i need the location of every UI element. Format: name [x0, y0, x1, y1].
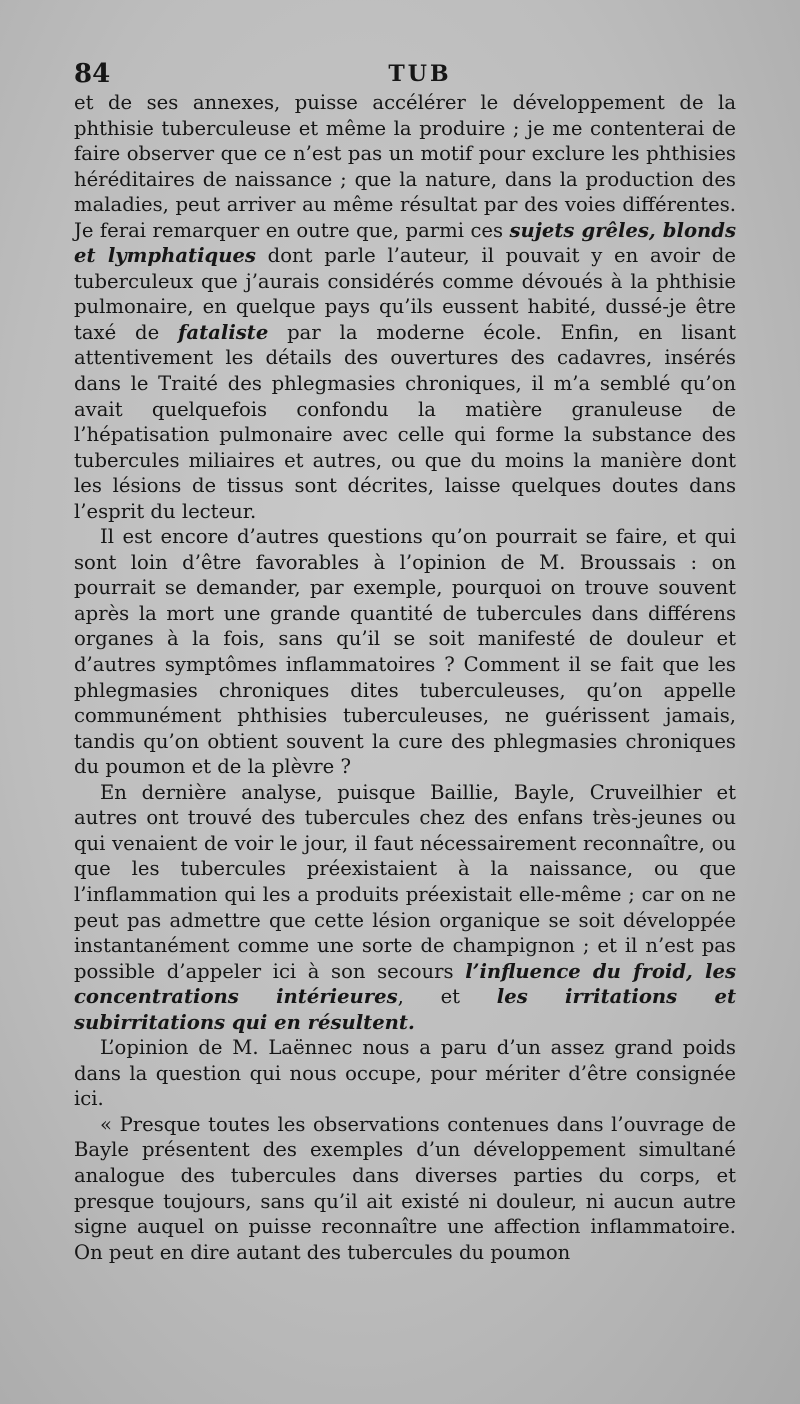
- text-run: , et: [397, 985, 497, 1009]
- text-run: L’opinion de M. Laënnec nous a paru d’un assez grand poids dans la question qui nous occupe, pour mériter d’être consignée ici.: [74, 1036, 736, 1111]
- paragraph-1: [74, 90, 736, 524]
- italic-phrase: les irritations et subirritations qui en résultent.: [74, 985, 736, 1034]
- running-head: TUB: [388, 61, 452, 87]
- page-header: [74, 58, 736, 90]
- paragraph-3: [74, 780, 736, 1035]
- book-page: [74, 58, 736, 1265]
- italic-phrase: fataliste: [178, 320, 269, 344]
- text-run: et de ses annexes, puisse accélérer le développement de la phthisie tuberculeuse et même la produire ; je me contenterai de faire observer que ce n’est pas un motif pour exclure les phthisies héréditaires de naissance ; que la nature, dans la production des maladies, peut arriver au même résultat par des voies différentes. Je ferai remarquer en outre que, parmi ces: [74, 91, 736, 242]
- text-run: En dernière analyse, puisque Baillie, Bayle, Cruveilhier et autres ont trouvé des tubercules chez des enfans très-jeunes ou qui venaient de voir le jour, il faut nécessairement reconnaître, ou que les tubercules préexistaient à la naissance, ou que l’inflammation qui les a produits préexistait elle-même ; car on ne peut pas admettre que cette lésion organique se soit développée instantanément comme une sorte de champignon ; et il n’est pas possible d’appeler ici à son secours: [74, 780, 736, 983]
- text-run: Il est encore d’autres questions qu’on pourrait se faire, et qui sont loin d’être favorables à l’opinion de M. Broussais : on pourrait se demander, par exemple, pourquoi on trouve souvent après la mort une grande quantité de tubercules dans différens organes à la fois, sans qu’il se soit manifesté de douleur et d’autres symptômes inflammatoires ? Comment il se fait que les phlegmasies chroniques dites tuberculeuses, qu’on appelle communément phthisies tuberculeuses, ne guérissent jamais, tandis qu’on obtient souvent la cure des phlegmasies chroniques du poumon et de la plèvre ?: [74, 525, 736, 779]
- paragraph-4: [74, 1035, 736, 1112]
- text-run: par la moderne école. Enfin, en lisant attentivement les détails des ouvertures des cadavres, insérés dans le Traité des phlegmasies chroniques, il m’a semblé qu’on avait quelquefois confondu la matière granuleuse de l’hépatisation pulmonaire avec celle qui forme la substance des tubercules miliaires et autres, ou que du moins la manière dont les lésions de tissus sont décrites, laisse quelques doutes dans l’esprit du lecteur.: [74, 320, 736, 523]
- text-run: dont parle l’auteur, il pouvait y en avoir de tuberculeux que j’aurais considérés comme dévoués à la phthisie pulmonaire, en quelque pays qu’ils eussent habité, dussé-je être taxé de: [74, 244, 736, 344]
- body-text: [74, 90, 736, 1265]
- text-run: « Presque toutes les observations contenues dans l’ouvrage de Bayle présentent des exemples d’un développement simultané analogue des tubercules dans diverses parties du corps, et presque toujours, sans qu’il ait existé ni douleur, ni aucun autre signe auquel on puisse reconnaître une affection inflammatoire. On peut en dire autant des tubercules du poumon: [74, 1112, 736, 1264]
- paragraph-2: [74, 524, 736, 779]
- paragraph-5: [74, 1112, 736, 1265]
- italic-phrase: sujets grêles, blonds et lymphatiques: [74, 218, 736, 268]
- italic-phrase: l’influence du froid, les concentrations intérieures: [74, 959, 736, 1009]
- page-number: 84: [74, 59, 111, 89]
